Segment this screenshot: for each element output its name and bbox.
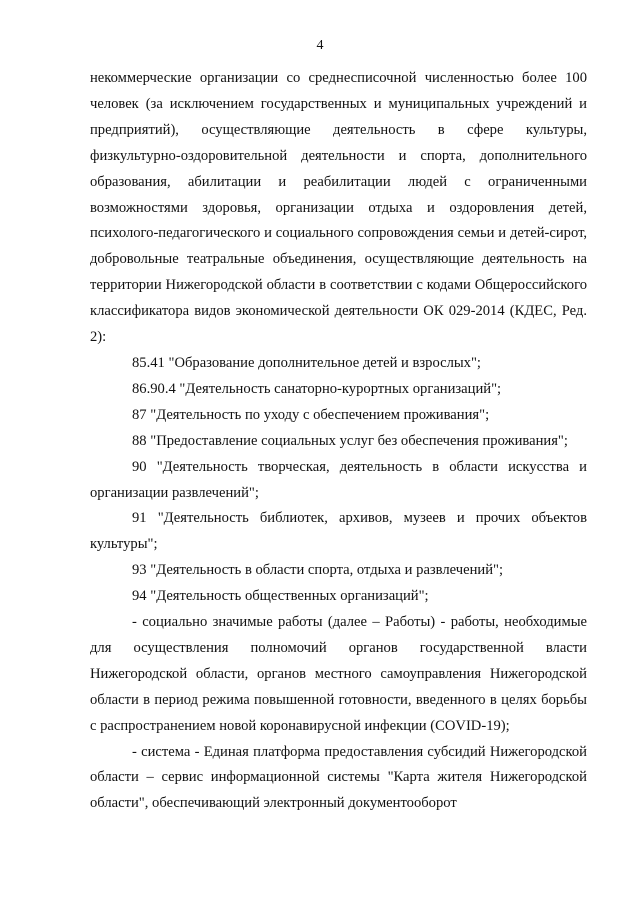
paragraph-definition-works: - социально значимые работы (далее – Работы) - работы, необходимые для осуществления полномочий органов государственной власти Нижегородской области, органов местного самоуправления Нижегородской области в период режима повышенной готовности, введенного в целях борьбы с распространением новой коронавирусной инфекции (COVID-19);: [90, 614, 587, 734]
paragraph-okved-93: 93 "Деятельность в области спорта, отдыха и развлечений";: [132, 562, 504, 579]
paragraph-okved-94: 94 "Деятельность общественных организаций";: [132, 588, 429, 605]
paragraph-definition-system: - система - Единая платформа предоставления субсидий Нижегородской области – сервис информационной системы "Карта жителя Нижегородской области", обеспечивающий электронный документооборот: [90, 743, 587, 812]
paragraph-okved-90: 90 "Деятельность творческая, деятельность в области искусства и организации развлечений";: [90, 458, 587, 501]
paragraph-okved-91: 91 "Деятельность библиотек, архивов, музеев и прочих объектов культуры";: [90, 510, 587, 553]
paragraph-okved-85-41: 85.41 "Образование дополнительное детей и взрослых";: [132, 354, 481, 371]
paragraph-organizations: некоммерческие организации со среднесписочной численностью более 100 человек (за исключением государственных и муниципальных учреждений и предприятий), осуществляющие деятельность в сфере культуры, физкультурно-оздоровительной деятельности и спорта, дополнительного образования, абилитации и реабилитации людей с ограниченными возможностями здоровья, организации отдыха и оздоровления детей, психолого-педагогического и социального сопровождения семьи и детей-сирот, добровольные театральные объединения, осуществляющие деятельность на территории Нижегородской области в соответствии с кодами Общероссийского классификатора видов экономической деятельности ОК 029-2014 (КДЕС, Ред. 2):: [90, 70, 587, 346]
page-number: 4: [316, 38, 324, 53]
paragraph-okved-86-90-4: 86.90.4 "Деятельность санаторно-курортных организаций";: [132, 380, 502, 397]
document-body: [90, 66, 587, 817]
paragraph-okved-87: 87 "Деятельность по уходу с обеспечением проживания";: [132, 406, 490, 423]
paragraph-okved-88: 88 "Предоставление социальных услуг без обеспечения проживания";: [132, 432, 568, 449]
